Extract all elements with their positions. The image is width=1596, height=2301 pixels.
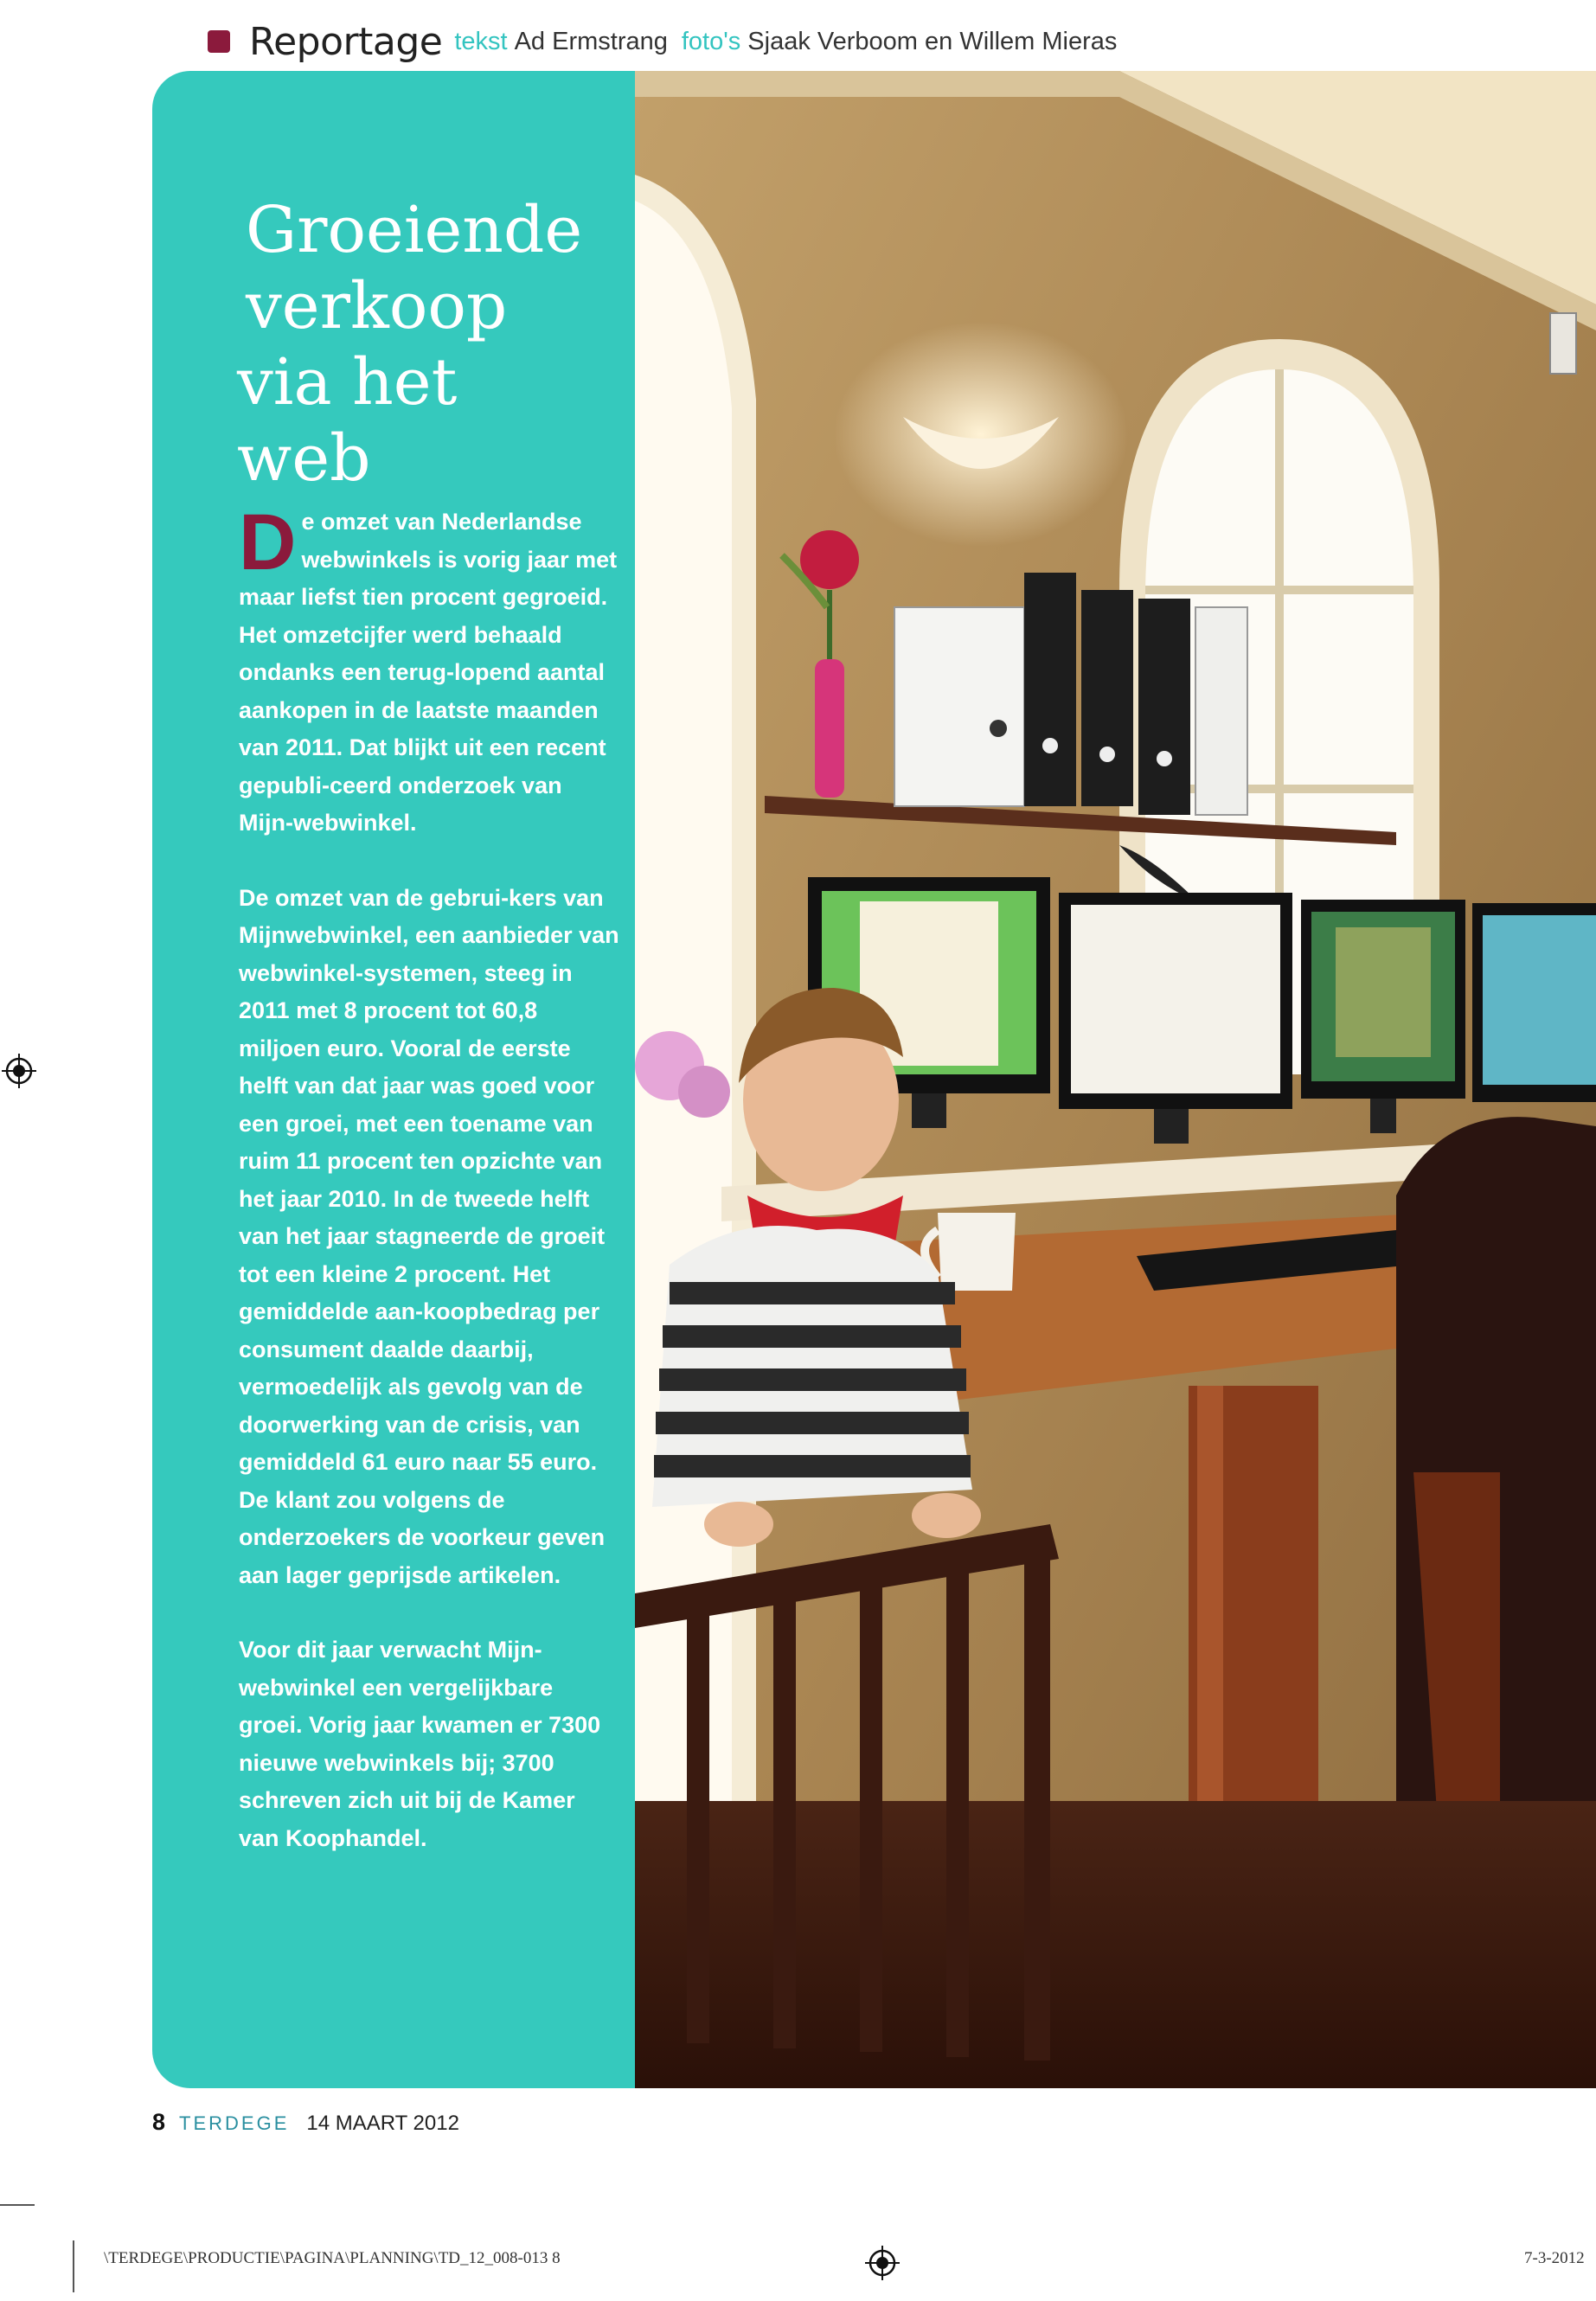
text-credit-label: tekst [454,27,508,55]
paragraph-2: De omzet van de gebrui-kers van Mijnwebwinkel, een aanbieder van webwinkel-systemen, steeg in 2011 met 8 procent tot 60,8 miljoen euro. Vooral de eerste helft van dat jaar was goed voor een groei, met een toename van ruim 11 procent ten opzichte van het jaar 2010. In de tweede helft van het jaar stagneerde de groeit tot een kleine 2 procent. Het gemiddelde aan-koopbedrag per consument daalde daarbij, vermoedelijk als gevolg van de doorwerking van de crisis, van gemiddeld 61 euro naar 55 euro. De klant zou volgens de onderzoekers de voorkeur geven aan lager geprijsde artikelen. [239,884,619,1588]
paragraph-3: Voor dit jaar verwacht Mijn-webwinkel een vergelijkbare groei. Vorig jaar kwamen er 7300 nieuwe webwinkels bij; 3700 schreven zich uit bij de Kamer van Koophandel. [239,1637,601,1851]
drop-cap: D [239,498,297,586]
photographer-names: Sjaak Verboom en Willem Mieras [747,27,1118,55]
author-name: Ad Ermstrang [514,27,668,55]
article-title [237,192,609,497]
article-body [239,498,619,1894]
title-line-3: via het web [237,345,458,496]
print-slug-date: 7-3-2012 [1524,2249,1585,2267]
photo-office-child-computers [635,71,1596,2088]
print-slug-path: \TERDEGE\PRODUCTIE\PAGINA\PLANNING\TD_12_008-013 8 [104,2249,561,2267]
article-panel [152,71,1596,2088]
title-line-1: Groeiende [246,193,583,267]
article-photo [635,71,1596,2088]
registration-mark-icon [2,1054,36,1088]
crop-mark [0,2204,35,2206]
title-line-2: verkoop [246,269,508,343]
photo-credit-label: foto's [681,27,741,55]
paragraph-1-text: e omzet van Nederlandse webwinkels is vorig jaar met maar liefst tien procent gegroeid. Het omzetcijfer werd behaald ondanks een terug-lopend aantal aankopen in de laatste maanden van 2011. Dat blijkt uit een recent gepubli-ceerd onderzoek van Mijn-webwinkel. [239,509,618,836]
magazine-name: TERDEGE [179,2112,290,2134]
section-title: Reportage [249,19,443,64]
text-column [152,71,635,2088]
section-marker-square [208,30,230,53]
page-number: 8 [152,2109,166,2135]
issue-date: 14 MAART 2012 [306,2112,459,2135]
page-footer [152,2109,459,2136]
crop-mark [73,2240,74,2292]
paragraph-1 [239,498,619,843]
registration-mark-icon [865,2246,900,2280]
article-header [208,16,1131,67]
